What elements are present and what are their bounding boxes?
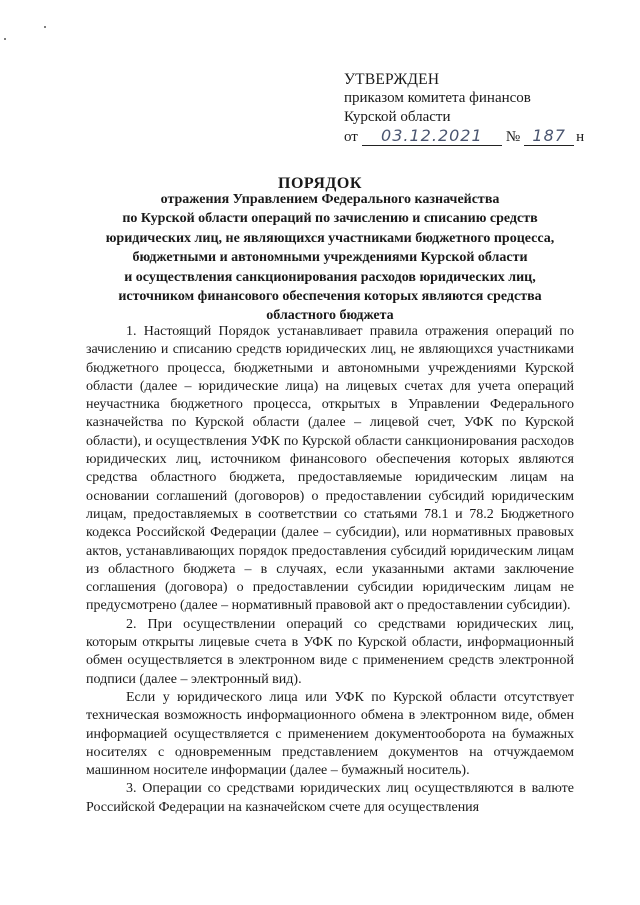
number-label: № bbox=[505, 129, 521, 145]
approval-order-line: приказом комитета финансов bbox=[344, 90, 531, 106]
subtitle-line: отражения Управлением Федерального казначейства bbox=[160, 192, 500, 207]
subtitle-line: юридических лиц, не являющихся участниками бюджетного процесса, bbox=[105, 230, 555, 246]
approval-date-number-row bbox=[344, 127, 624, 147]
subtitle-line: источником финансового обеспечения которых являются средства bbox=[118, 289, 542, 305]
scan-speck bbox=[44, 26, 46, 28]
subtitle-line: и осуществления санкционирования расходов юридических лиц, bbox=[124, 269, 536, 285]
paragraph-3: 3. Операции со средствами юридических лиц осуществляются в валюте Российской Федерации на казначейском счете для осуществления bbox=[86, 781, 574, 815]
subtitle-line: по Курской области операций по зачислению и списанию средств bbox=[122, 211, 538, 227]
subtitle-line: бюджетными и автономными учреждениями Курской области bbox=[132, 250, 528, 266]
approval-block bbox=[344, 70, 624, 147]
number-suffix: н bbox=[576, 129, 585, 145]
approval-region-line: Курской области bbox=[344, 109, 451, 125]
paragraph-1: 1. Настоящий Порядок устанавливает правила отражения операций по зачислению и списанию средств юридических лиц, не являющихся участниками бюджетного процесса, бюджетными и автономными учреждениями Курской области (далее – юридические лица) на лицевых счетах для учета операций неучастника бюджетного процесса, открытых в Управлении Федерального казначейства по Курской области (далее – лицевой счет, УФК по Курской области), и осуществления УФК по Курской области санкционирования расходов юридических лиц, источником финансового обеспечения которых являются средства областного бюджета, предоставляемые юридическим лицам на основании соглашений (договоров) о предоставлении субсидий юридическим лицам, предоставляемых в соответствии со статьями 78.1 и 78.2 Бюджетного кодекса Российской Федерации (далее – субсидии), или нормативных правовых актов, устанавливающих порядок предоставления субсидий юридическим лицам из областного бюджета – в случаях, если указанными актами заключение соглашения (договора) о предоставлении субсидии юридическим лицам не предусмотрено (далее – нормативный правовой акт о предоставлении субсидии). bbox=[86, 324, 574, 614]
handwritten-date: 03.12.2021 bbox=[362, 127, 502, 146]
scan-speck bbox=[4, 38, 6, 40]
document-title: ПОРЯДОК bbox=[278, 175, 362, 192]
paragraph-2-continued: Если у юридического лица или УФК по Курской области отсутствует техническая возможность информационного обмена в электронном виде, обмен информацией осуществляется с применением документооборота на бумажных носителях с одновременным представлением документов на отчуждаемом машинном носителе информации (далее – бумажный носитель). bbox=[86, 689, 574, 779]
document-subtitle bbox=[80, 190, 580, 326]
paragraph-2: 2. При осуществлении операций со средствами юридических лиц, которым открыты лицевые счета в УФК по Курской области, информационный обмен осуществляется в электронном виде с применением средств электронной подписи (далее – электронный вид). bbox=[86, 616, 574, 687]
from-label: от bbox=[344, 129, 358, 145]
handwritten-number: 187 bbox=[524, 127, 574, 146]
subtitle-line: областного бюджета bbox=[266, 308, 394, 324]
approval-heading: УТВЕРЖДЕН bbox=[344, 71, 440, 88]
document-body bbox=[86, 323, 574, 817]
